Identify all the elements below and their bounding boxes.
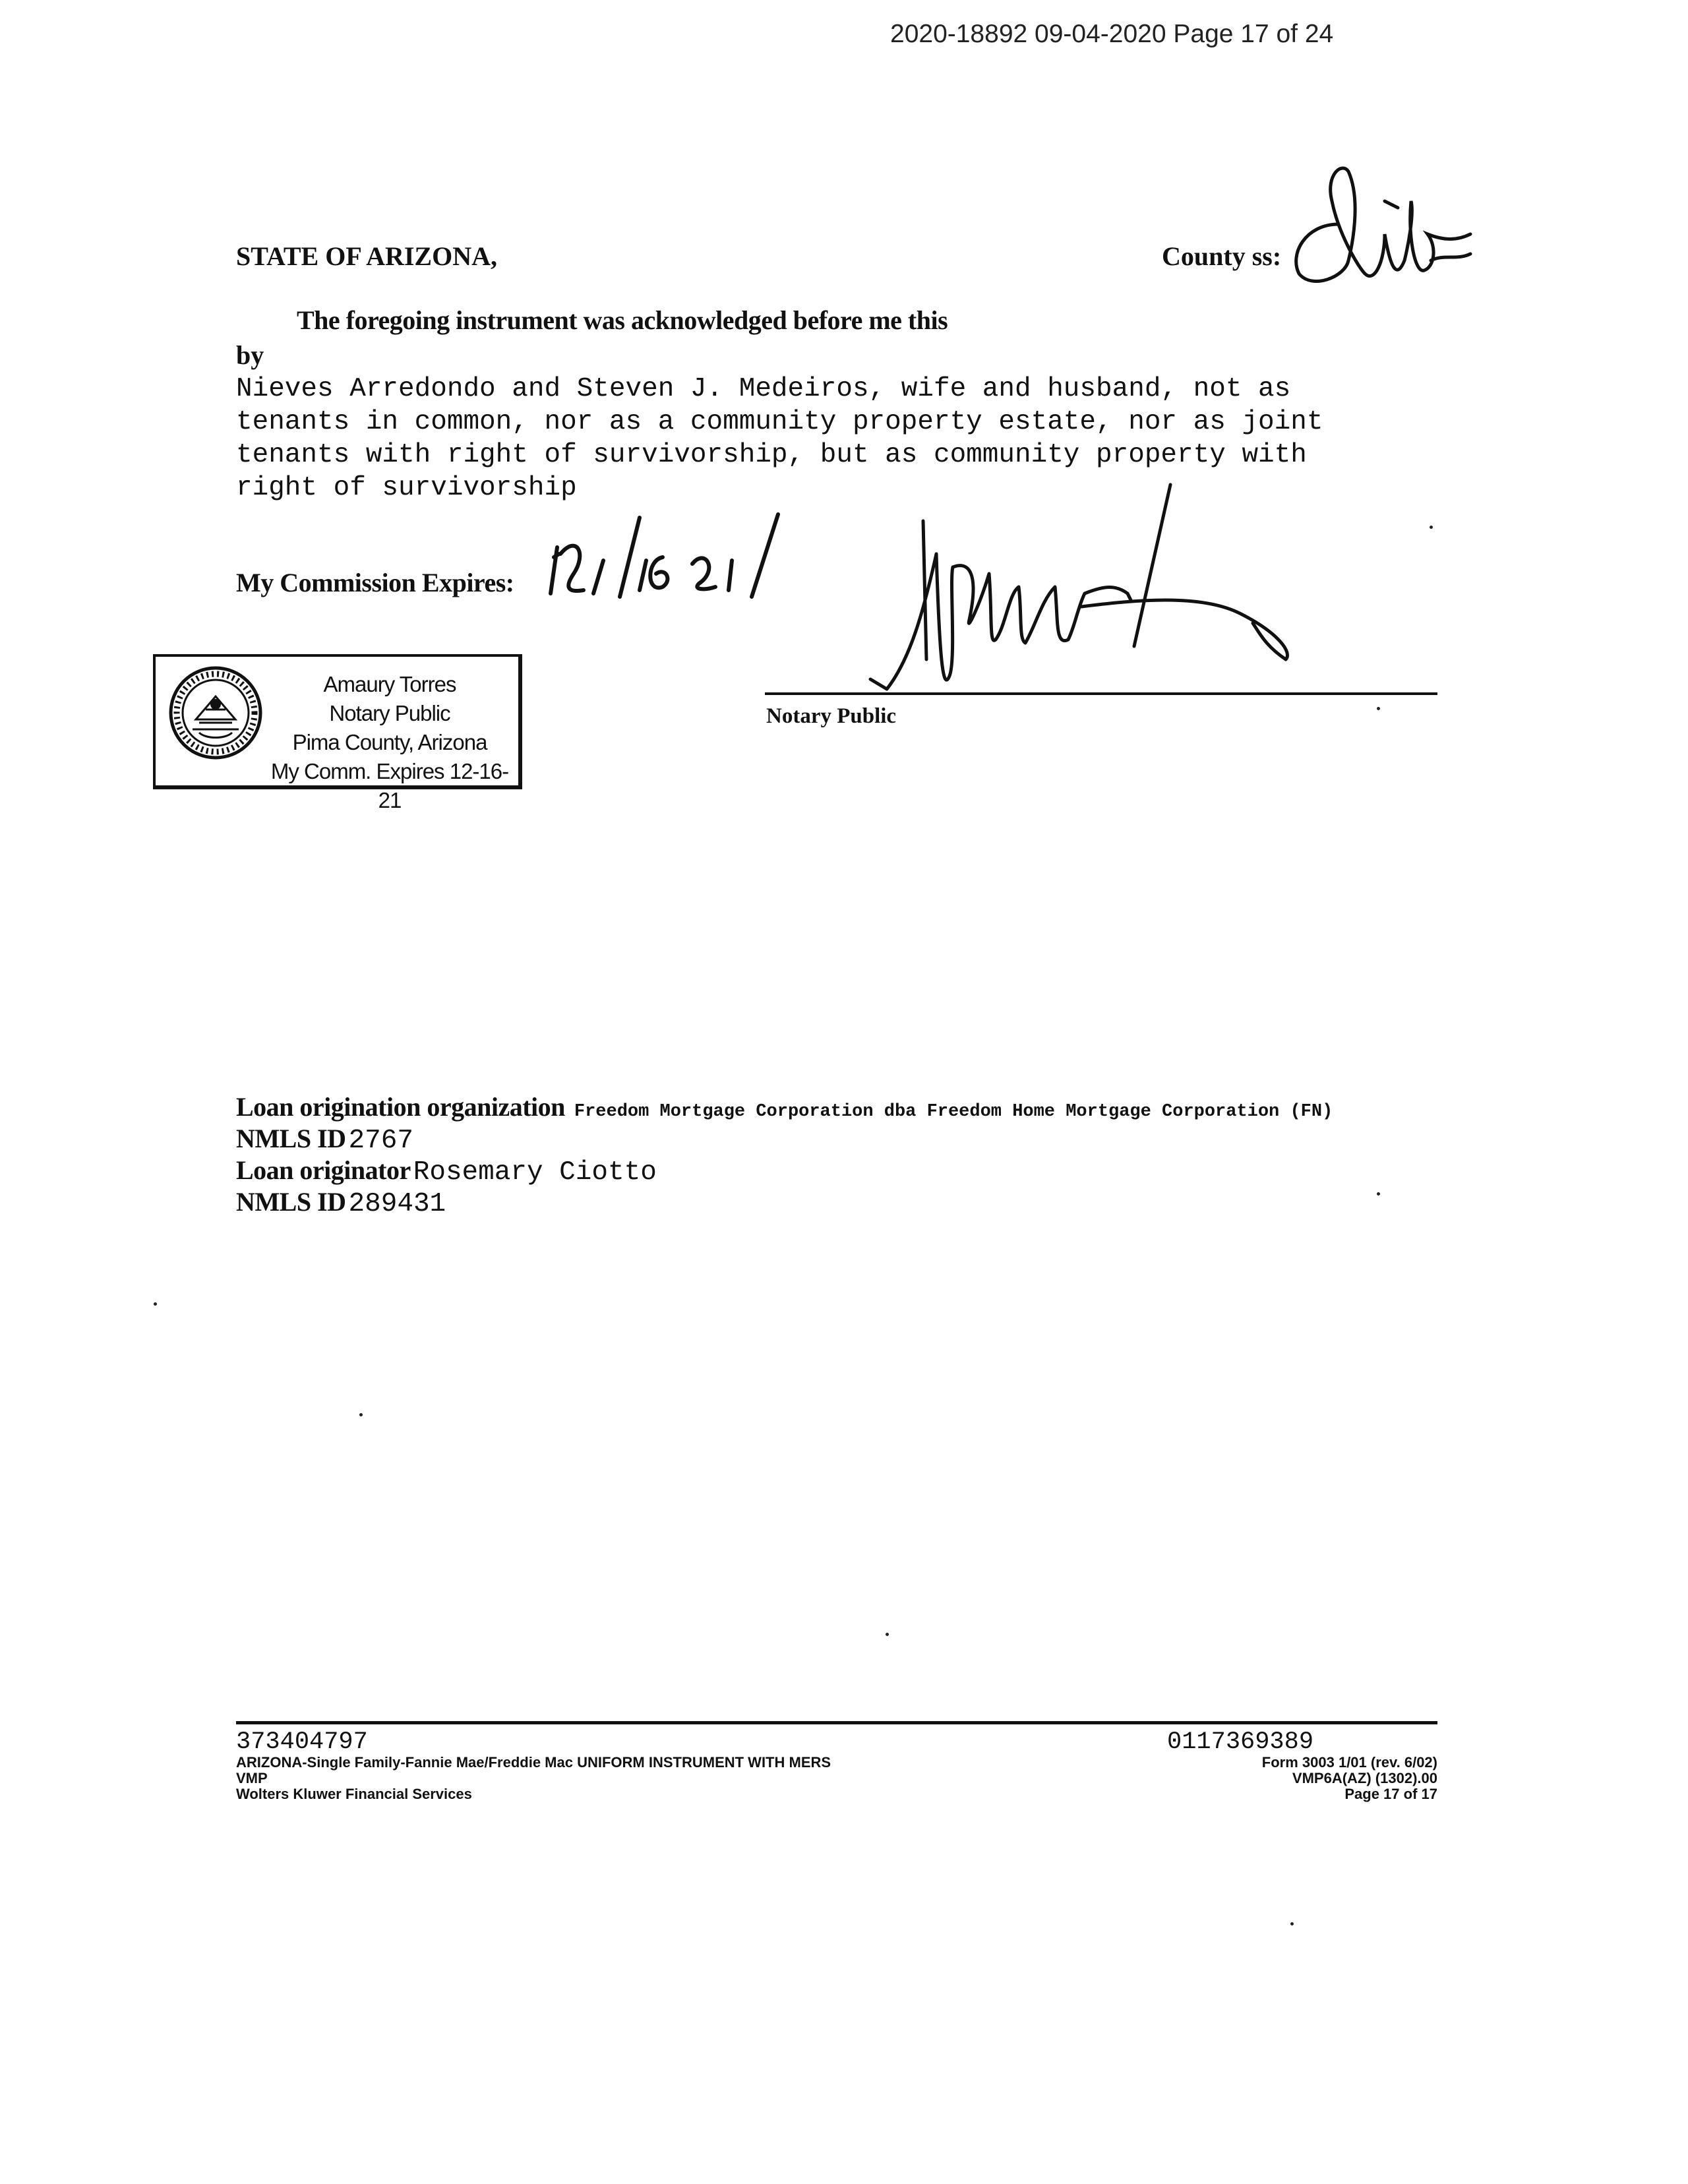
scan-speck <box>886 1633 889 1636</box>
scan-speck <box>1430 526 1433 529</box>
notary-public-label: Notary Public <box>766 704 897 728</box>
footer-document-number: 0117369389 <box>1167 1728 1314 1756</box>
notary-stamp <box>153 654 522 812</box>
arizona-state-seal-icon <box>166 663 265 762</box>
notary-signature <box>857 462 1319 692</box>
footer-publisher: Wolters Kluwer Financial Services <box>236 1786 472 1802</box>
footer-form-code: VMP6A(AZ) (1302).00 <box>1292 1770 1437 1786</box>
scan-speck <box>1290 1922 1294 1926</box>
nmls-label: NMLS ID <box>236 1187 346 1217</box>
loan-originator-label: Loan originator <box>236 1155 411 1185</box>
notary-title: Notary Public <box>329 701 450 725</box>
scan-speck <box>359 1413 363 1416</box>
nmls-label: NMLS ID <box>236 1124 346 1153</box>
scan-speck <box>154 1302 157 1306</box>
loan-org-value: Freedom Mortgage Corporation dba Freedom Home Mortgage Corporation (FN) <box>574 1102 1333 1122</box>
loan-org-row <box>236 1091 1333 1122</box>
state-label: STATE OF ARIZONA, <box>236 241 497 271</box>
footer-vmp: VMP <box>236 1770 268 1786</box>
scan-speck <box>1377 707 1380 710</box>
notary-expiration: My Comm. Expires 12-16-21 <box>270 759 509 812</box>
scan-speck <box>1377 1192 1380 1196</box>
commission-date-handwritten <box>541 508 791 607</box>
loan-originator-row <box>236 1155 657 1188</box>
parties-text: Nieves Arredondo and Steven J. Medeiros, wife and husband, not as tenants in common, nor as a community property estate, nor as joint tenants with right of survivorship, but as community property with right of survivorship <box>236 374 1323 503</box>
loan-org-label: Loan origination organization <box>236 1092 565 1122</box>
footer-right <box>1055 1730 1437 1802</box>
footer-form-number: Form 3003 1/01 (rev. 6/02) <box>1261 1754 1437 1771</box>
nmls-originator-row <box>236 1186 446 1219</box>
nmls-org-value: 2767 <box>348 1126 413 1156</box>
footer-left <box>236 1730 831 1802</box>
notary-signature-line <box>765 692 1437 695</box>
commission-label: My Commission Expires: <box>236 568 514 597</box>
acknowledgment-intro: The foregoing instrument was acknowledged before me this <box>297 305 948 335</box>
footer-form-title: ARIZONA-Single Family-Fannie Mae/Freddie Mac UNIFORM INSTRUMENT WITH MERS <box>236 1754 831 1771</box>
loan-originator-value: Rosemary Ciotto <box>413 1157 657 1188</box>
by-label: by <box>236 340 264 370</box>
notary-stamp-text <box>261 670 518 815</box>
notary-name: Amaury Torres <box>323 672 456 696</box>
county-label: County ss: <box>1162 241 1282 271</box>
recording-header: 2020-18892 09-04-2020 Page 17 of 24 <box>890 20 1334 48</box>
county-handwritten-signature <box>1286 162 1477 300</box>
nmls-originator-value: 289431 <box>348 1189 446 1219</box>
notary-county: Pima County, Arizona <box>292 730 487 754</box>
footer-loan-number: 373404797 <box>236 1728 368 1756</box>
nmls-org-row <box>236 1123 413 1156</box>
footer-page-number: Page 17 of 17 <box>1344 1786 1437 1802</box>
footer-rule <box>236 1721 1437 1724</box>
